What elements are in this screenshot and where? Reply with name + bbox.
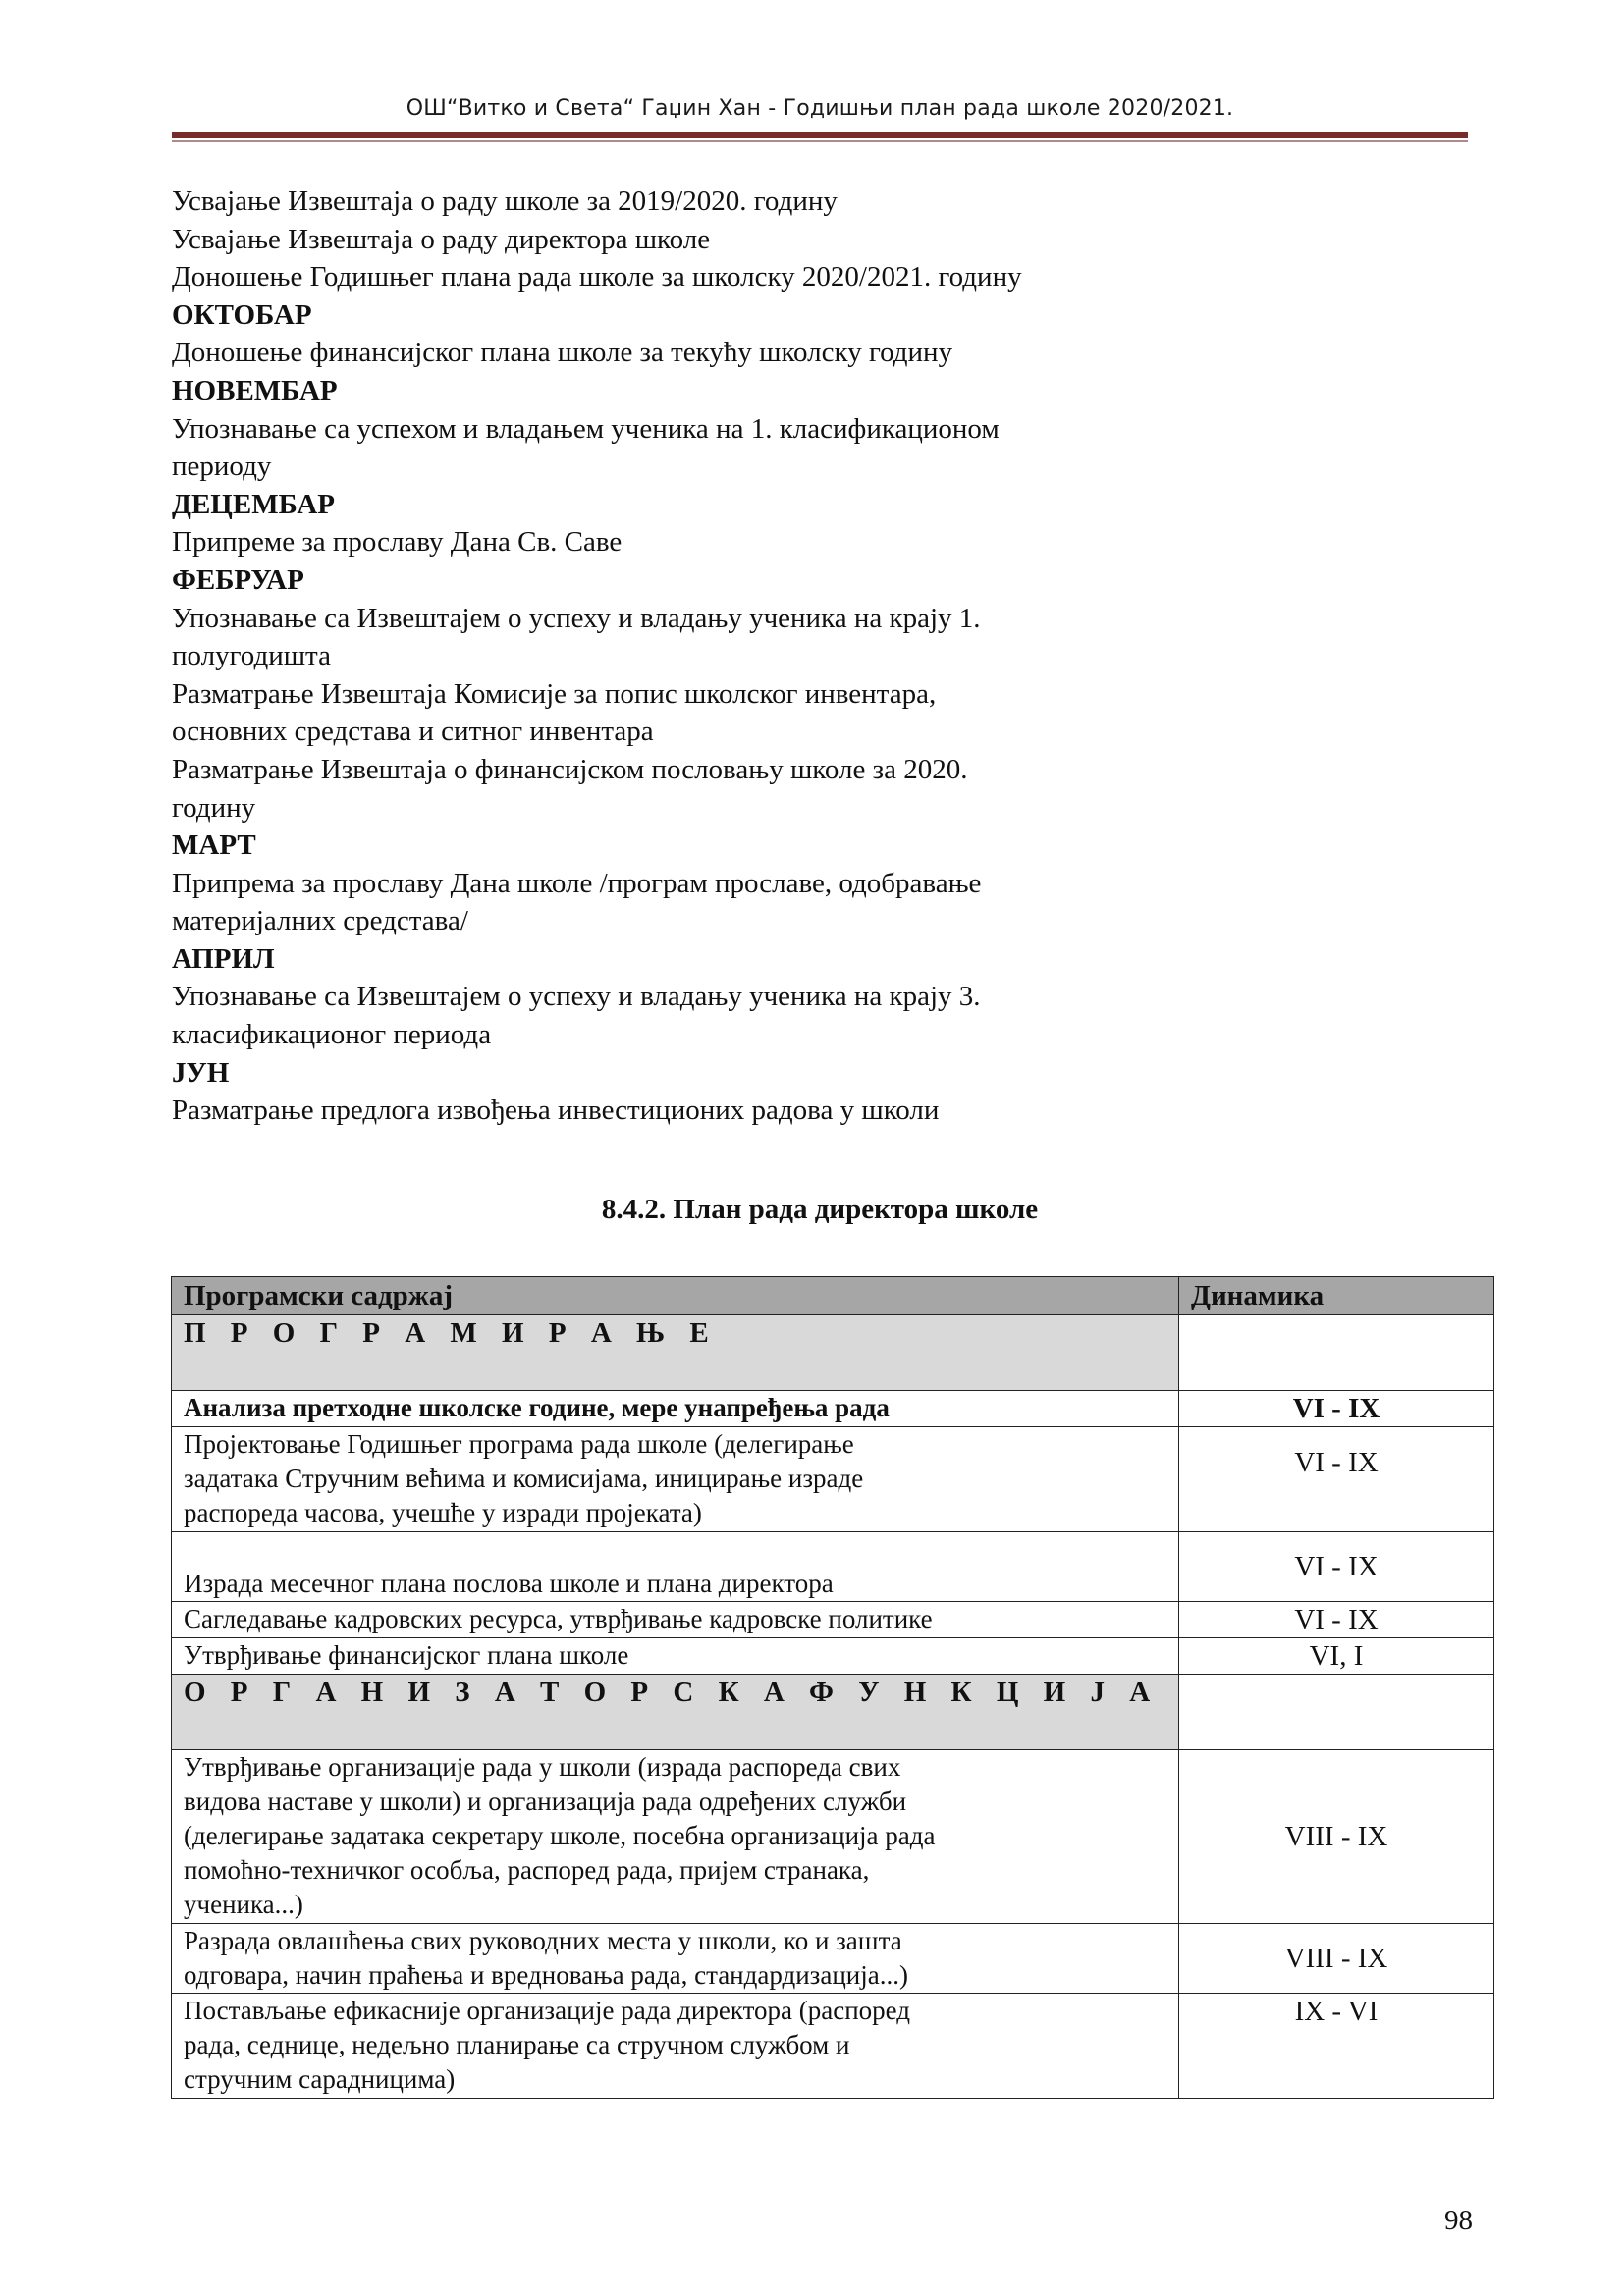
agenda-item: Припрема за прославу Дана школе /програм прославе, одобравање <box>172 867 982 899</box>
row-content-line: ученика...) <box>184 1890 303 1919</box>
row-dynamics: VI - IX <box>1179 1602 1494 1638</box>
board-agenda-list <box>172 183 1468 1130</box>
empty-cell <box>1179 1315 1494 1391</box>
category-label-organization: О Р Г А Н И З А Т О Р С К А Ф У Н К Ц И Ј А <box>172 1675 1179 1750</box>
section-title: 8.4.2. План рада директора школе <box>601 1194 1039 1225</box>
month-heading-february: ФЕБРУАР <box>172 563 304 596</box>
running-header: ОШ“Витко и Света“ Гаџин Хан - Годишњи план рада школе 2020/2021. <box>406 96 1234 121</box>
table-row <box>172 1427 1494 1532</box>
row-content-line: стручним сарадницима) <box>184 2064 456 2094</box>
month-heading-march: МАРТ <box>172 829 256 862</box>
row-content-line: Постављање ефикасније организације рада директора (распоред <box>184 1996 911 2025</box>
table-row <box>172 1750 1494 1924</box>
row-content <box>172 1750 1179 1924</box>
agenda-item-continued: основних средстава и ситног инвентара <box>172 716 654 748</box>
category-row <box>172 1315 1494 1391</box>
row-content-line: распореда часова, учешће у изради пројеката) <box>184 1498 702 1527</box>
row-dynamics: VIII - IX <box>1179 1924 1494 1994</box>
header-rule <box>172 132 1468 138</box>
agenda-item: Разматрање предлога извођења инвестиционих радова у школи <box>172 1095 940 1127</box>
row-dynamics: VI - IX <box>1179 1532 1494 1602</box>
row-content-line: видова наставе у школи) и организација рада одређених служби <box>184 1787 907 1816</box>
row-content: Израда месечног плана послова школе и плана директора <box>172 1532 1179 1602</box>
table-header-row <box>172 1277 1494 1315</box>
row-content-line: одговара, начин праћења и вредновања рада, стандардизација...) <box>184 1960 908 1990</box>
agenda-item-continued: периоду <box>172 451 272 483</box>
row-content-line: Разрада овлашћења свих руководних места у школи, ко и зашта <box>184 1926 902 1955</box>
header-rule-thin <box>172 140 1468 142</box>
row-dynamics: VI, I <box>1179 1638 1494 1675</box>
agenda-item-continued: годину <box>172 791 256 824</box>
row-content-line: рада, седнице, недељно планирање са стручном службом и <box>184 2030 850 2059</box>
column-header-dynamics: Динамика <box>1179 1277 1494 1315</box>
column-header-content: Програмски садржај <box>172 1277 1179 1315</box>
category-label-programming: П Р О Г Р А М И Р А Њ Е <box>172 1315 1179 1391</box>
agenda-item: Доношење Годишњег плана рада школе за школску 2020/2021. годину <box>172 261 1022 294</box>
table-row <box>172 1638 1494 1675</box>
director-plan-table <box>171 1276 1494 2099</box>
row-content-line: Пројектовање Годишњег програма рада школе (делегирање <box>184 1429 854 1459</box>
agenda-item-continued: материјалних средстава/ <box>172 905 468 937</box>
month-heading-october: ОКТОБАР <box>172 298 312 331</box>
agenda-item-continued: полугодишта <box>172 640 331 672</box>
table-row <box>172 1924 1494 1994</box>
month-heading-june: ЈУН <box>172 1056 230 1089</box>
table-row <box>172 1602 1494 1638</box>
agenda-item: Упознавање са успехом и владањем ученика на 1. класификационом <box>172 412 1000 445</box>
row-dynamics: VI - IX <box>1179 1427 1494 1532</box>
agenda-item-continued: класификационог периода <box>172 1019 492 1051</box>
agenda-item: Припреме за прославу Дана Св. Саве <box>172 526 623 559</box>
table-row <box>172 1532 1494 1602</box>
table-row <box>172 1994 1494 2099</box>
month-heading-november: НОВЕМБАР <box>172 374 338 406</box>
row-content-line: (делегирање задатака секретару школе, посебна организација рада <box>184 1821 936 1850</box>
agenda-item: Разматрање Извештаја о финансијском пословању школе за 2020. <box>172 753 968 785</box>
row-content-line: задатака Стручним већима и комисијама, иницирање израде <box>184 1464 864 1493</box>
category-row <box>172 1675 1494 1750</box>
agenda-item: Усвајање Извештаја о раду школе за 2019/2020. годину <box>172 186 838 217</box>
month-heading-december: ДЕЦЕМБАР <box>172 488 336 520</box>
empty-cell <box>1179 1675 1494 1750</box>
row-content: Утврђивање финансијског плана школе <box>172 1638 1179 1675</box>
row-content <box>172 1427 1179 1532</box>
row-content-line: помоћно-техничког особља, распоред рада, пријем странака, <box>184 1855 870 1885</box>
row-dynamics: VI - IX <box>1179 1391 1494 1427</box>
page-number: 98 <box>1444 2205 1473 2236</box>
row-content <box>172 1924 1179 1994</box>
table-row <box>172 1391 1494 1427</box>
agenda-item: Упознавање са Извештајем о успеху и владању ученика на крају 3. <box>172 981 981 1013</box>
row-dynamics: VIII - IX <box>1179 1750 1494 1924</box>
row-content: Сагледавање кадровских ресурса, утврђивање кадровске политике <box>172 1602 1179 1638</box>
row-content-line: Утврђивање организације рада у школи (израда распореда свих <box>184 1752 901 1782</box>
row-dynamics: IX - VI <box>1179 1994 1494 2099</box>
month-heading-april: АПРИЛ <box>172 942 275 975</box>
agenda-item: Доношење финансијског плана школе за текућу школску годину <box>172 337 953 369</box>
agenda-item: Разматрање Извештаја Комисије за попис школског инвентара, <box>172 677 937 710</box>
row-content <box>172 1994 1179 2099</box>
agenda-item: Упознавање са Извештајем о успеху и владању ученика на крају 1. <box>172 602 981 634</box>
agenda-item: Усвајање Извештаја о раду директора школе <box>172 223 711 255</box>
row-content: Анализа претходне школске године, мере унапређења рада <box>172 1391 1179 1427</box>
